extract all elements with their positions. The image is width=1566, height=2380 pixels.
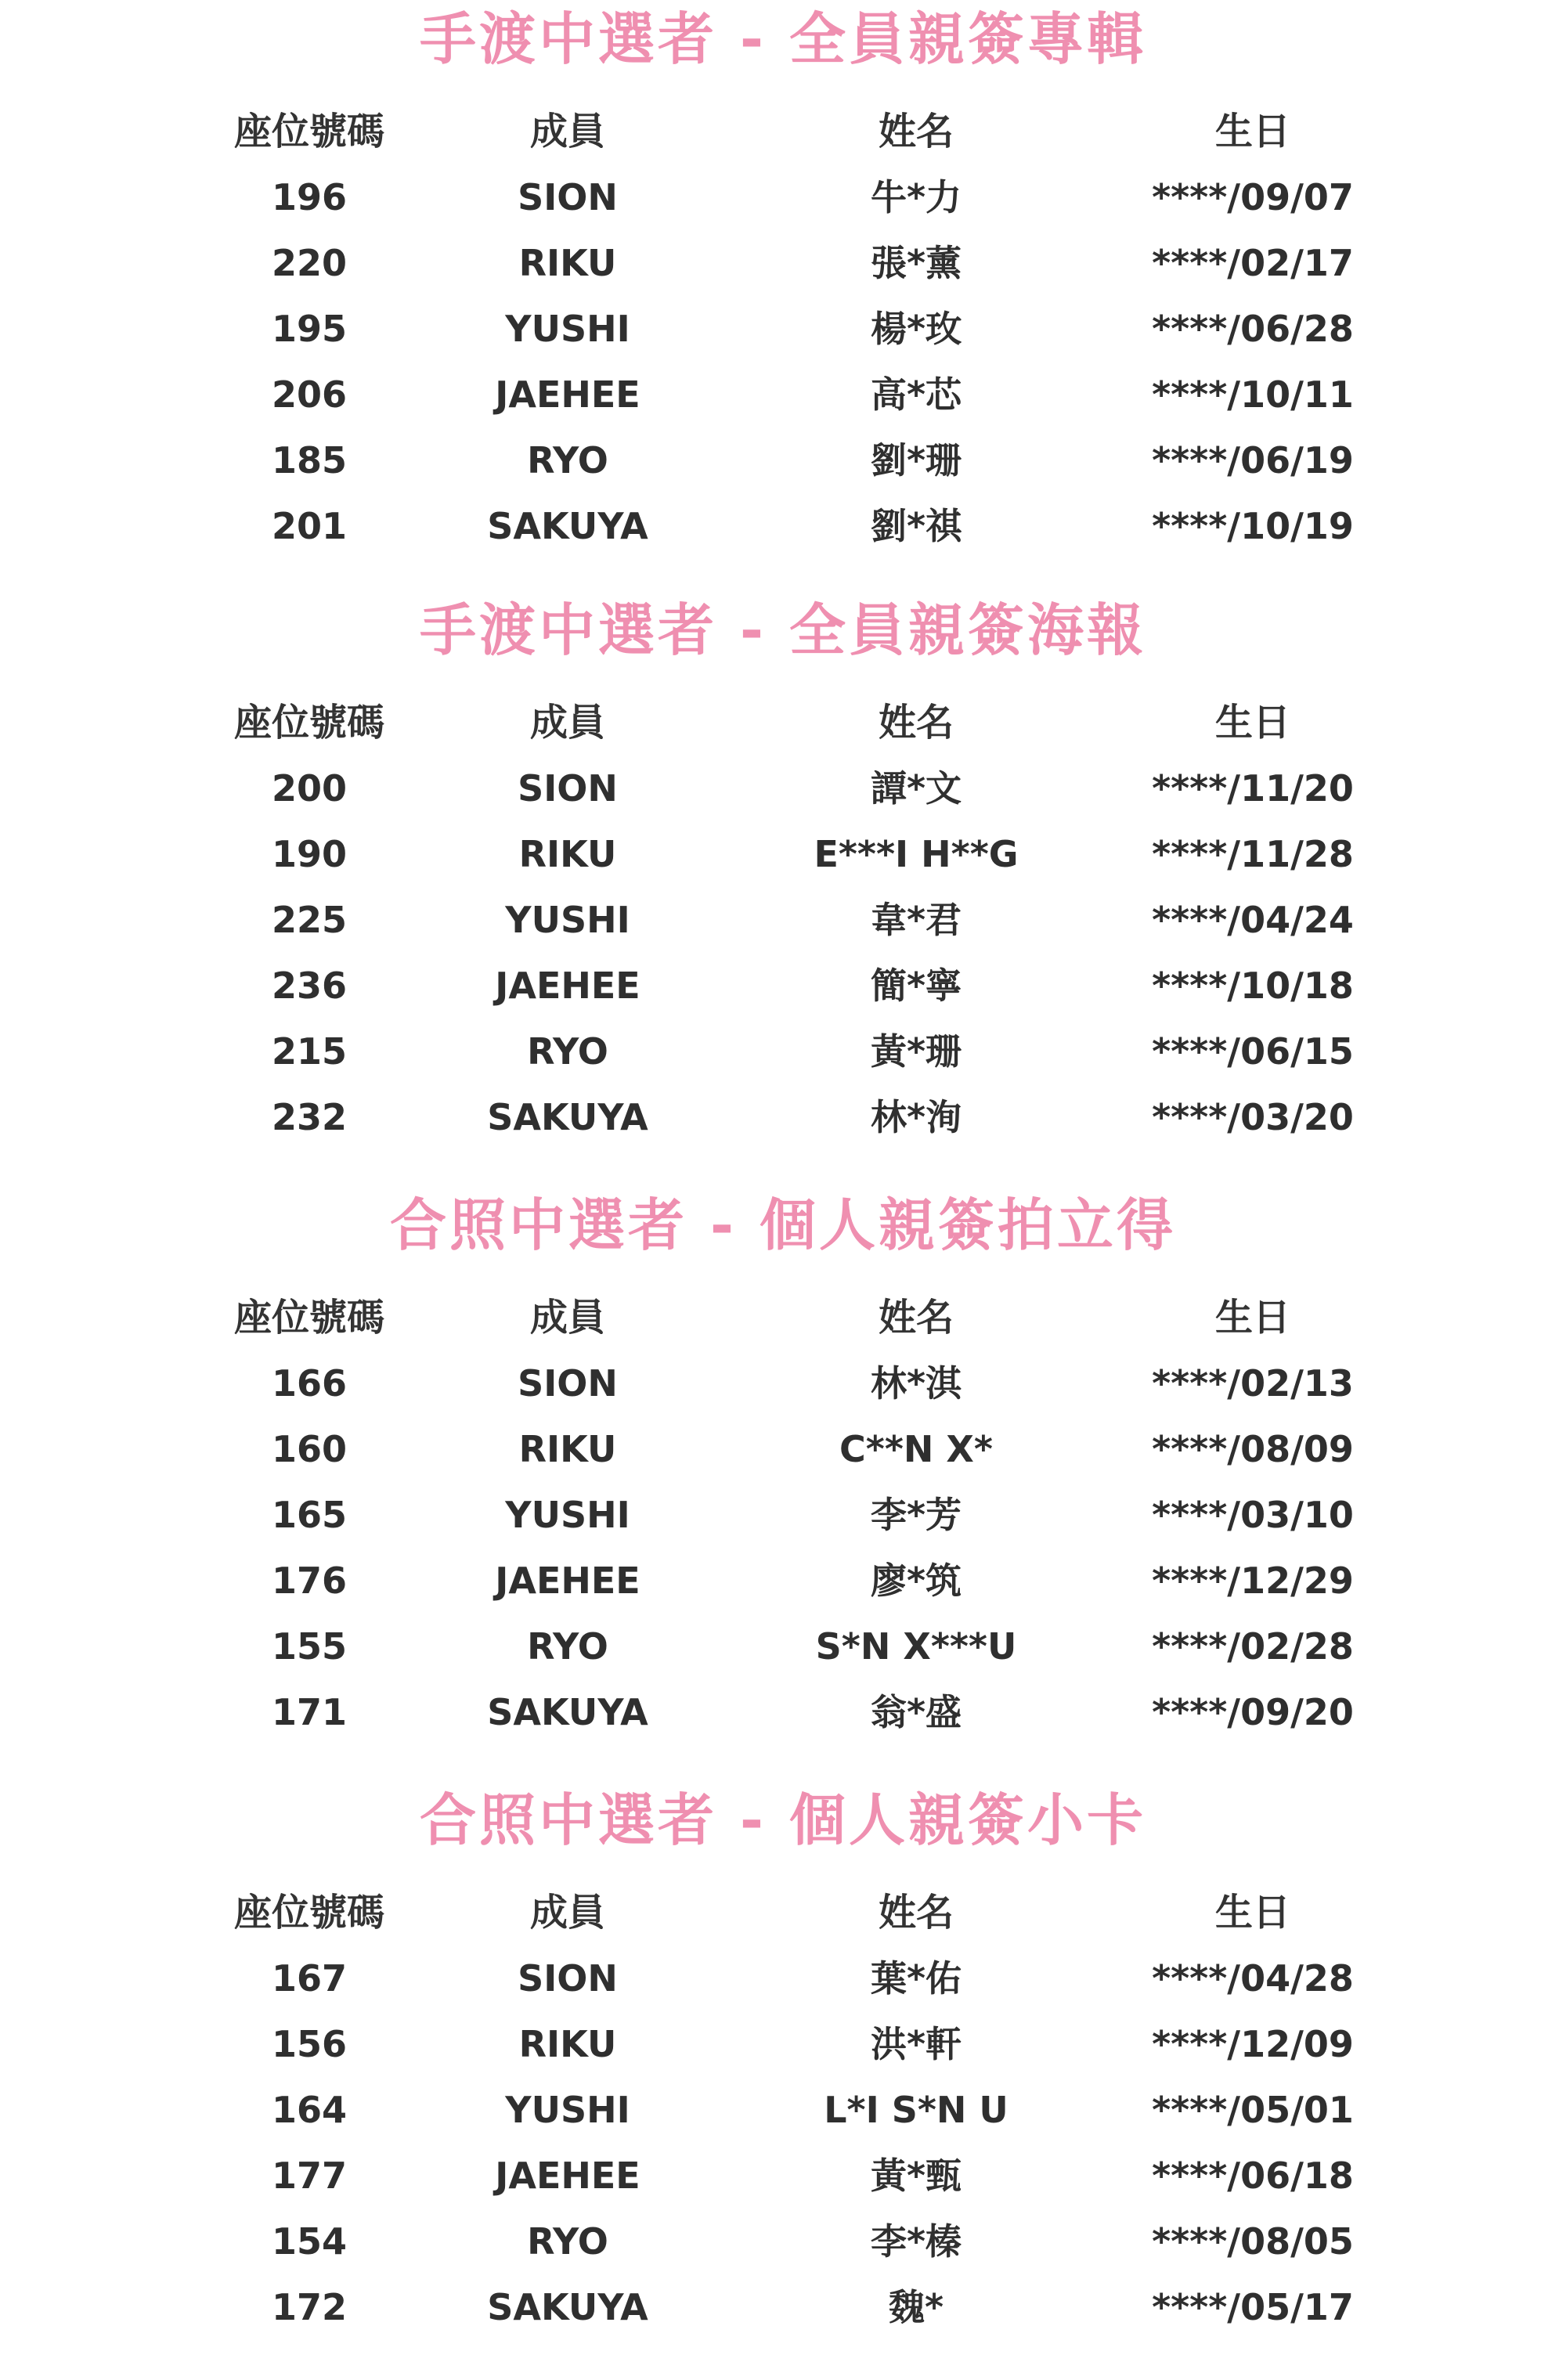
winner-birthday: ****/11/28 [1152, 833, 1354, 875]
table-row [0, 755, 1566, 821]
member-name: YUSHI [505, 308, 630, 350]
winner-name: 黃*珊 [870, 1030, 962, 1073]
winner-birthday: ****/11/20 [1152, 767, 1354, 810]
table-row [0, 1350, 1566, 1416]
table-header [0, 1285, 1566, 1350]
table-row [0, 1548, 1566, 1614]
member-name: SAKUYA [487, 1691, 648, 1733]
winner-birthday: ****/06/18 [1152, 2155, 1354, 2197]
table-row [0, 1679, 1566, 1745]
member-name: RIKU [518, 833, 617, 875]
winner-name: C**N X* [839, 1428, 993, 1470]
member-name: RIKU [518, 242, 617, 284]
member-name: JAEHEE [495, 2155, 640, 2197]
table-row [0, 1084, 1566, 1150]
header-name: 姓名 [878, 701, 954, 745]
member-name: SION [518, 1362, 618, 1405]
header-seat: 座位號碼 [233, 1891, 384, 1935]
member-name: JAEHEE [495, 373, 640, 416]
winner-name: 簡*寧 [870, 965, 962, 1007]
winner-name: S*N X***U [815, 1625, 1017, 1668]
table-row [0, 2274, 1566, 2340]
winner-birthday: ****/10/19 [1152, 505, 1354, 547]
member-name: RYO [527, 1030, 608, 1073]
table-row [0, 296, 1566, 362]
winner-birthday: ****/03/20 [1152, 1096, 1354, 1138]
seat-number: 220 [271, 242, 348, 284]
winner-birthday: ****/09/20 [1152, 1691, 1354, 1733]
table-row [0, 953, 1566, 1019]
header-member: 成員 [529, 1891, 605, 1935]
table-header [0, 99, 1566, 164]
table-row [0, 164, 1566, 230]
member-name: RYO [527, 439, 608, 481]
seat-number: 185 [271, 439, 348, 481]
table-row [0, 362, 1566, 427]
header-name: 姓名 [878, 1296, 954, 1340]
table-row [0, 1945, 1566, 2011]
seat-number: 154 [271, 2220, 348, 2263]
header-seat: 座位號碼 [233, 701, 384, 745]
header-member: 成員 [529, 1296, 605, 1340]
winner-name: 林*洵 [870, 1096, 962, 1138]
winner-birthday: ****/10/11 [1152, 373, 1354, 416]
seat-number: 196 [271, 176, 348, 218]
section-title: 手渡中選者 - 全員親簽專輯 [419, 6, 1147, 72]
table-row [0, 887, 1566, 953]
seat-number: 200 [271, 767, 348, 810]
winner-birthday: ****/06/15 [1152, 1030, 1354, 1073]
table-row [0, 1482, 1566, 1548]
member-name: SION [518, 1957, 618, 2000]
header-name: 姓名 [878, 110, 954, 153]
seat-number: 160 [271, 1428, 348, 1470]
table-header [0, 1880, 1566, 1945]
seat-number: 225 [271, 899, 348, 941]
member-name: YUSHI [505, 1494, 630, 1536]
winner-name: 洪*軒 [870, 2023, 962, 2065]
seat-number: 171 [271, 1691, 348, 1733]
section-title: 合照中選者 - 個人親簽拍立得 [389, 1192, 1177, 1258]
seat-number: 215 [271, 1030, 348, 1073]
winner-birthday: ****/02/28 [1152, 1625, 1354, 1668]
table-row [0, 2209, 1566, 2274]
header-birthday: 生日 [1214, 1296, 1290, 1340]
seat-number: 236 [271, 965, 348, 1007]
winner-name: 廖*筑 [870, 1560, 962, 1602]
seat-number: 190 [271, 833, 348, 875]
table-row [0, 427, 1566, 493]
winner-name: 翁*盛 [870, 1691, 962, 1733]
winner-name: 韋*君 [870, 899, 962, 941]
winner-birthday: ****/08/09 [1152, 1428, 1354, 1470]
header-birthday: 生日 [1214, 110, 1290, 153]
member-name: JAEHEE [495, 965, 640, 1007]
winner-birthday: ****/10/18 [1152, 965, 1354, 1007]
winner-birthday: ****/12/09 [1152, 2023, 1354, 2065]
member-name: SAKUYA [487, 2286, 648, 2328]
winner-name: 林*淇 [870, 1362, 962, 1405]
table-row [0, 821, 1566, 887]
winner-name: 李*芳 [870, 1494, 962, 1536]
winner-name: 楊*玫 [870, 308, 962, 350]
member-name: YUSHI [505, 2089, 630, 2131]
member-name: SAKUYA [487, 1096, 648, 1138]
seat-number: 172 [271, 2286, 348, 2328]
member-name: JAEHEE [495, 1560, 640, 1602]
header-birthday: 生日 [1214, 1891, 1290, 1935]
member-name: SION [518, 767, 618, 810]
seat-number: 167 [271, 1957, 348, 2000]
seat-number: 195 [271, 308, 348, 350]
header-name: 姓名 [878, 1891, 954, 1935]
table-header [0, 690, 1566, 755]
member-name: SION [518, 176, 618, 218]
winner-birthday: ****/02/13 [1152, 1362, 1354, 1405]
winner-birthday: ****/04/28 [1152, 1957, 1354, 2000]
winner-name: 高*芯 [870, 373, 962, 416]
winner-birthday: ****/03/10 [1152, 1494, 1354, 1536]
table-row [0, 2011, 1566, 2077]
section-title: 合照中選者 - 個人親簽小卡 [419, 1787, 1147, 1853]
header-seat: 座位號碼 [233, 1296, 384, 1340]
winner-birthday: ****/12/29 [1152, 1560, 1354, 1602]
winner-birthday: ****/05/01 [1152, 2089, 1354, 2131]
winner-name: 劉*珊 [870, 439, 962, 481]
winner-birthday: ****/02/17 [1152, 242, 1354, 284]
table-row [0, 230, 1566, 296]
seat-number: 156 [271, 2023, 348, 2065]
winner-name: 牛*力 [870, 176, 962, 218]
seat-number: 166 [271, 1362, 348, 1405]
winner-birthday: ****/09/07 [1152, 176, 1354, 218]
winner-name: 李*榛 [870, 2220, 962, 2263]
member-name: YUSHI [505, 899, 630, 941]
seat-number: 165 [271, 1494, 348, 1536]
winner-name: 黃*甄 [870, 2155, 962, 2197]
header-member: 成員 [529, 701, 605, 745]
table-row [0, 1416, 1566, 1482]
winner-birthday: ****/05/17 [1152, 2286, 1354, 2328]
winner-name: 魏* [888, 2286, 944, 2328]
seat-number: 155 [271, 1625, 348, 1668]
header-birthday: 生日 [1214, 701, 1290, 745]
table-row [0, 1614, 1566, 1679]
member-name: RIKU [518, 2023, 617, 2065]
table-row [0, 1019, 1566, 1084]
winner-name: E***I H**G [814, 833, 1019, 875]
section-title: 手渡中選者 - 全員親簽海報 [419, 597, 1147, 663]
member-name: SAKUYA [487, 505, 648, 547]
seat-number: 232 [271, 1096, 348, 1138]
seat-number: 201 [271, 505, 348, 547]
seat-number: 176 [271, 1560, 348, 1602]
header-member: 成員 [529, 110, 605, 153]
winner-name: 張*薰 [870, 242, 962, 284]
winner-birthday: ****/06/19 [1152, 439, 1354, 481]
table-row [0, 2077, 1566, 2143]
winner-name: L*I S*N U [824, 2089, 1009, 2131]
seat-number: 177 [271, 2155, 348, 2197]
seat-number: 206 [271, 373, 348, 416]
winner-birthday: ****/06/28 [1152, 308, 1354, 350]
winner-birthday: ****/08/05 [1152, 2220, 1354, 2263]
member-name: RIKU [518, 1428, 617, 1470]
member-name: RYO [527, 2220, 608, 2263]
table-row [0, 2143, 1566, 2209]
header-seat: 座位號碼 [233, 110, 384, 153]
table-row [0, 493, 1566, 559]
winner-name: 譚*文 [870, 767, 962, 810]
seat-number: 164 [271, 2089, 348, 2131]
member-name: RYO [527, 1625, 608, 1668]
winner-birthday: ****/04/24 [1152, 899, 1354, 941]
winner-name: 葉*佑 [870, 1957, 962, 2000]
winner-name: 劉*祺 [870, 505, 962, 547]
